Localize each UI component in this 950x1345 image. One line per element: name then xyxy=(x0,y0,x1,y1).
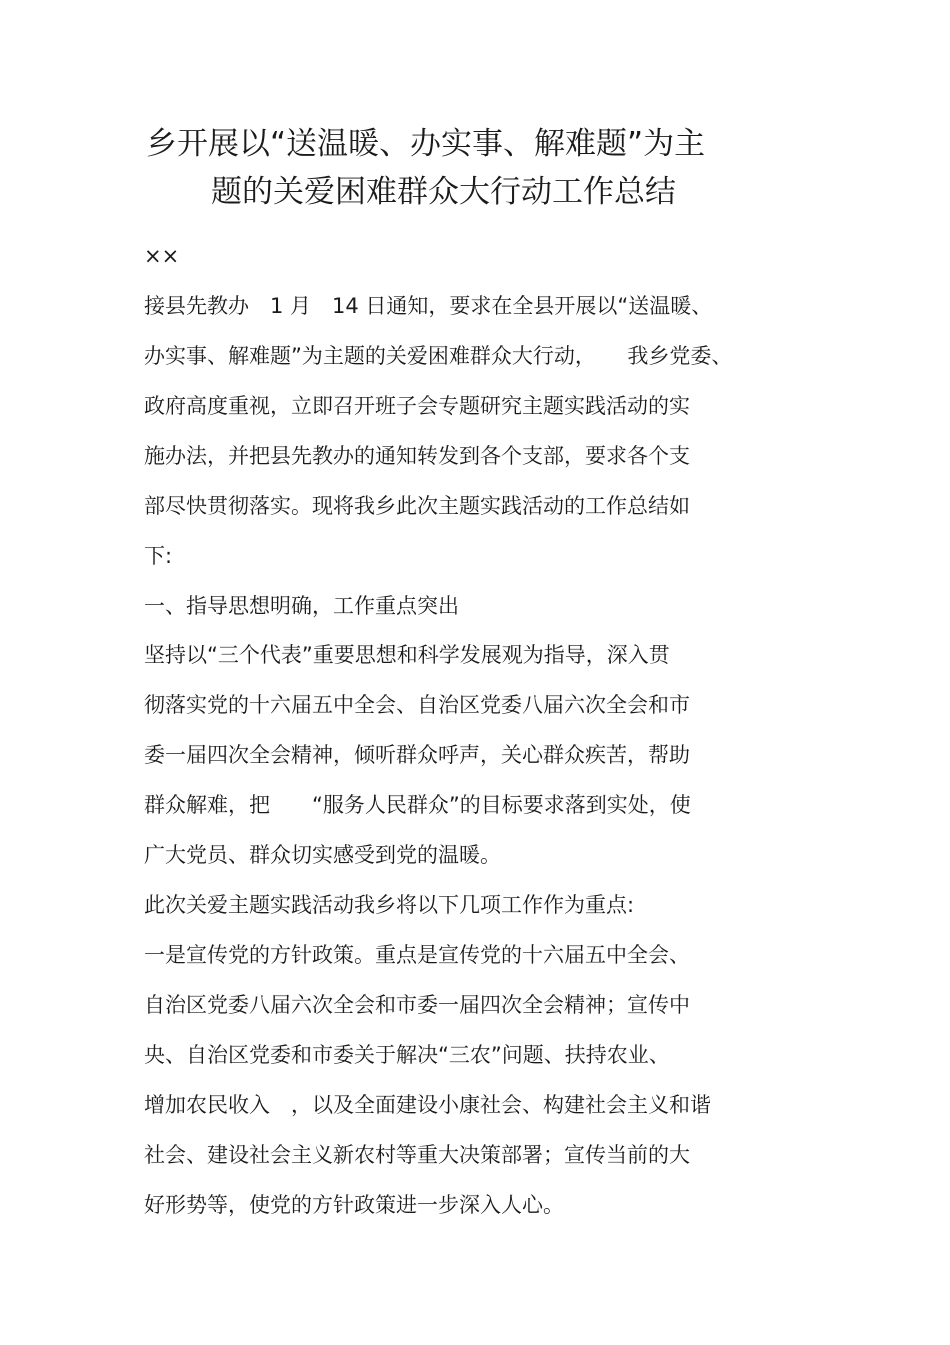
body-line: 央、自治区党委和市委关于解决“三农”问题、扶持农业、 xyxy=(144,1043,670,1067)
body-line: 下: xyxy=(144,544,173,568)
body-line: 部尽快贯彻落实。现将我乡此次主题实践活动的工作总结如 xyxy=(144,494,690,518)
body-line: 广大党员、群众切实感受到党的温暖。 xyxy=(144,843,501,867)
body-line: 好形势等，使党的方针政策进一步深入人心。 xyxy=(144,1193,564,1217)
body-line: 办实事、解难题”为主题的关爱困难群众大行动， 我乡党委、 xyxy=(144,344,733,368)
body-line: 彻落实党的十六届五中全会、自治区党委八届六次全会和市 xyxy=(144,693,690,717)
body-line: 坚持以“三个代表”重要思想和科学发展观为指导，深入贯 xyxy=(144,643,670,667)
author-placeholder: ×× xyxy=(144,244,180,268)
body-line: 施办法，并把县先教办的通知转发到各个支部，要求各个支 xyxy=(144,444,690,468)
body-line: 委一届四次全会精神，倾听群众呼声，关心群众疾苦，帮助 xyxy=(144,743,690,767)
body-line: 一是宣传党的方针政策。重点是宣传党的十六届五中全会、 xyxy=(144,943,690,967)
document-title-line-2: 题的关爱困难群众大行动工作总结 xyxy=(211,174,676,210)
body-line: 自治区党委八届六次全会和市委一届四次全会精神；宣传中 xyxy=(144,993,690,1017)
body-line: 此次关爱主题实践活动我乡将以下几项工作作为重点: xyxy=(144,893,635,917)
document-title-line-1: 乡开展以“送温暖、办实事、解难题”为主 xyxy=(146,126,706,162)
section-heading: 一、指导思想明确，工作重点突出 xyxy=(144,594,459,618)
body-line: 群众解难，把 “服务人民群众”的目标要求落到实处，使 xyxy=(144,793,691,817)
body-line: 增加农民收入 ，以及全面建设小康社会、构建社会主义和谐 xyxy=(144,1093,711,1117)
body-line: 接县先教办 1 月 14 日通知，要求在全县开展以“送温暖、 xyxy=(144,294,713,318)
body-line: 社会、建设社会主义新农村等重大决策部署；宣传当前的大 xyxy=(144,1143,690,1167)
body-line: 政府高度重视，立即召开班子会专题研究主题实践活动的实 xyxy=(144,394,690,418)
